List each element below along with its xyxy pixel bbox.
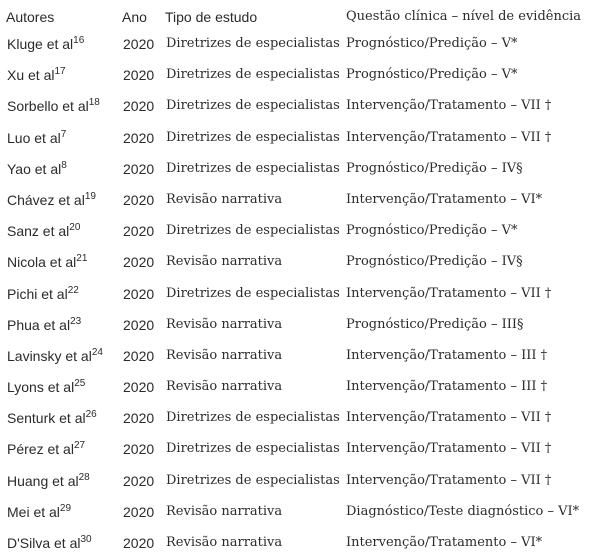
- author-cell: [7, 317, 81, 333]
- author-name: Lyons et al: [7, 379, 75, 396]
- reference-number: 24: [91, 346, 103, 358]
- clinical-question-cell: Intervenção/Tratamento – VI*: [346, 535, 543, 550]
- author-cell: [7, 348, 103, 364]
- author-cell: [7, 504, 71, 520]
- study-type-cell: Diretrizes de especialistas: [166, 129, 340, 145]
- year-cell: 2020: [123, 285, 155, 302]
- author-cell: [7, 379, 85, 395]
- author-name: Chávez et al: [7, 191, 85, 208]
- author-name: Nicola et al: [7, 254, 77, 271]
- year-cell: 2020: [123, 410, 155, 427]
- author-name: Pérez et al: [7, 441, 74, 458]
- year-cell: 2020: [123, 67, 155, 84]
- study-type-cell: Diretrizes de especialistas: [166, 285, 340, 301]
- year-cell: 2020: [123, 472, 155, 489]
- header-author: Autores: [6, 9, 55, 25]
- clinical-question-cell: Prognóstico/Predição – V*: [346, 223, 518, 239]
- study-type-cell: Diretrizes de especialistas: [166, 36, 340, 51]
- year-cell: 2020: [123, 316, 155, 333]
- reference-number: 25: [74, 378, 86, 390]
- reference-number: 8: [61, 159, 67, 171]
- study-type-cell: Diretrizes de especialistas: [166, 98, 340, 114]
- year-cell: 2020: [123, 379, 155, 396]
- reference-number: 21: [76, 253, 88, 265]
- reference-number: 20: [69, 222, 81, 234]
- author-name: Sanz et al: [7, 223, 70, 240]
- author-cell: [7, 254, 87, 270]
- reference-number: 29: [59, 502, 72, 514]
- header-type: Tipo de estudo: [165, 9, 258, 25]
- reference-number: 28: [78, 471, 90, 483]
- author-cell: [7, 36, 84, 52]
- table-row: [0, 182, 595, 213]
- author-name: Yao et al: [7, 160, 62, 177]
- year-cell: 2020: [123, 191, 155, 208]
- author-name: Phua et al: [7, 316, 71, 333]
- author-cell: [7, 67, 66, 83]
- study-type-cell: Diretrizes de especialistas: [166, 223, 340, 239]
- study-type-cell: Revisão narrativa: [166, 347, 283, 363]
- author-name: Sorbello et al: [7, 98, 89, 115]
- author-name: Pichi et al: [7, 285, 68, 302]
- header-year: Ano: [122, 9, 147, 25]
- clinical-question-cell: Diagnóstico/Teste diagnóstico – VI*: [346, 503, 580, 519]
- study-type-cell: Revisão narrativa: [166, 535, 283, 550]
- year-cell: 2020: [123, 535, 155, 551]
- table-row: [0, 369, 595, 400]
- table-row: [0, 26, 595, 57]
- clinical-question-cell: Intervenção/Tratamento – VII †: [346, 285, 552, 301]
- table-row: [0, 244, 595, 275]
- table-row: [0, 213, 595, 244]
- author-name: D'Silva et al: [7, 535, 81, 551]
- study-type-cell: Diretrizes de especialistas: [166, 67, 340, 83]
- table-row: [0, 494, 595, 525]
- year-cell: 2020: [123, 36, 155, 52]
- year-cell: 2020: [123, 98, 155, 115]
- table-row: [0, 120, 595, 151]
- author-name: Xu et al: [7, 67, 55, 84]
- year-cell: 2020: [123, 129, 155, 146]
- table-row: [0, 463, 595, 494]
- clinical-question-cell: Prognóstico/Predição – III§: [346, 316, 524, 332]
- study-type-cell: Diretrizes de especialistas: [166, 410, 340, 426]
- table-body: [0, 26, 595, 556]
- reference-number: 30: [80, 534, 92, 545]
- author-cell: [7, 161, 67, 177]
- clinical-question-cell: Intervenção/Tratamento – VII †: [346, 441, 552, 457]
- author-cell: [7, 130, 66, 146]
- author-cell: [7, 535, 92, 551]
- author-name: Kluge et al: [7, 36, 74, 52]
- study-type-cell: Diretrizes de especialistas: [166, 160, 340, 176]
- reference-number: 16: [73, 35, 85, 46]
- reference-number: 17: [54, 66, 66, 78]
- reference-number: 23: [70, 315, 82, 327]
- table-row: [0, 431, 595, 462]
- study-type-cell: Revisão narrativa: [166, 503, 283, 519]
- table-row: [0, 338, 595, 369]
- table-row: [0, 525, 595, 556]
- clinical-question-cell: Prognóstico/Predição – IV§: [346, 160, 523, 176]
- author-cell: [7, 192, 96, 208]
- reference-number: 26: [85, 409, 97, 421]
- header-question: Questão clínica – nível de evidência: [346, 9, 582, 24]
- clinical-question-cell: Prognóstico/Predição – V*: [346, 67, 518, 83]
- author-cell: [7, 441, 85, 457]
- table-row: [0, 57, 595, 88]
- clinical-question-cell: Intervenção/Tratamento – III †: [346, 379, 548, 395]
- year-cell: 2020: [123, 441, 155, 458]
- clinical-question-cell: Intervenção/Tratamento – VII †: [346, 472, 552, 488]
- year-cell: 2020: [123, 160, 155, 177]
- study-type-cell: Diretrizes de especialistas: [166, 441, 340, 457]
- table-row: [0, 307, 595, 338]
- author-name: Lavinsky et al: [7, 347, 92, 364]
- author-name: Luo et al: [7, 129, 61, 146]
- clinical-question-cell: Intervenção/Tratamento – VI*: [346, 191, 543, 207]
- clinical-question-cell: Intervenção/Tratamento – VII †: [346, 129, 552, 145]
- study-type-cell: Revisão narrativa: [166, 254, 283, 270]
- year-cell: 2020: [123, 254, 155, 271]
- table-row: [0, 88, 595, 119]
- clinical-question-cell: Prognóstico/Predição – V*: [346, 36, 518, 51]
- year-cell: 2020: [123, 223, 155, 240]
- author-cell: [7, 223, 80, 239]
- reference-number: 18: [88, 97, 100, 109]
- author-cell: [7, 286, 79, 302]
- reference-number: 19: [84, 190, 96, 202]
- study-type-cell: Revisão narrativa: [166, 379, 283, 395]
- author-name: Senturk et al: [7, 410, 86, 427]
- study-type-cell: Revisão narrativa: [166, 316, 283, 332]
- clinical-question-cell: Intervenção/Tratamento – III †: [346, 347, 548, 363]
- reference-number: 27: [73, 440, 86, 452]
- study-type-cell: Revisão narrativa: [166, 191, 283, 207]
- reference-number: 22: [67, 284, 79, 296]
- clinical-question-cell: Prognóstico/Predição – IV§: [346, 254, 523, 270]
- table-header: [0, 0, 595, 26]
- author-name: Huang et al: [7, 472, 79, 489]
- table-row: [0, 276, 595, 307]
- author-cell: [7, 473, 90, 489]
- year-cell: 2020: [123, 347, 155, 364]
- author-cell: [7, 410, 97, 426]
- author-cell: [7, 98, 100, 114]
- year-cell: 2020: [123, 503, 155, 520]
- clinical-question-cell: Intervenção/Tratamento – VII †: [346, 410, 552, 426]
- table-row: [0, 151, 595, 182]
- reference-number: 7: [60, 128, 67, 140]
- table-row: [0, 400, 595, 431]
- study-type-cell: Diretrizes de especialistas: [166, 472, 340, 488]
- author-name: Mei et al: [7, 503, 60, 520]
- clinical-question-cell: Intervenção/Tratamento – VII †: [346, 98, 552, 114]
